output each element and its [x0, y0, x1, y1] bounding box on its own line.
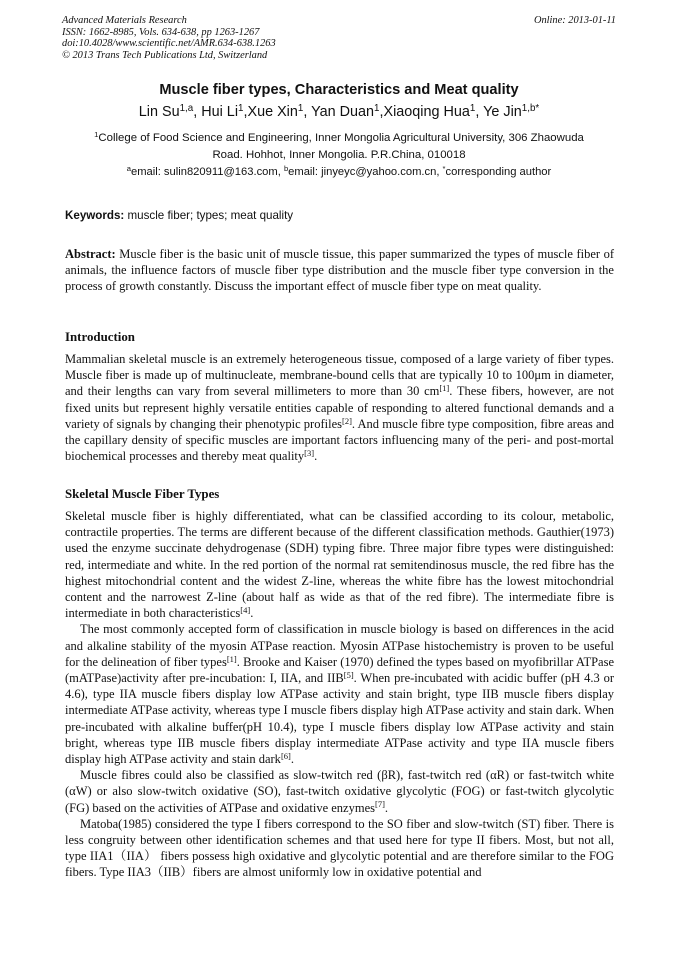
- citation: [7]: [375, 799, 385, 810]
- running-header: [62, 15, 616, 61]
- email-line: $^a$email: sulin820911@163.com, $^b$email: jinyeyc@yahoo.com.cn, *corresponding author: [126, 164, 552, 178]
- paragraph: Skeletal muscle fiber is highly differentiated, what can be classified according to its colour, metabolic, contractile properties. The terms are different because of the different classification methods. Gauthier(1973) used the enzyme succinate dehydrogenase (SDH) typing fibre. Three major fibre types were distinguished: red, intermediate and white. In the red portion of the normal rat semitendinosus muscle, the red fibre has the highest mitochondrial content and the widest Z-line, whereas the white fibre has the lowest mitochondrial content and the narrowest Z-line (about half as wide as that of the red fibre). The intermediate fibre is intermediate in both characteristics[4].: [65, 509, 614, 621]
- paragraph: The most commonly accepted form of classification in muscle biology is based on differences in the acid and alkaline stability of the myosin ATPase reaction. Myosin ATPase histochemistry is proven to be useful for the delineation of fiber types[1]. Brooke and Kaiser (1970) defined the types based on myofibrillar ATPase (mATPase)activity after pre-incubation: I, IIA, and IIB[5]. When pre-incubated with acidic buffer (pH 4.3 or 4.6), type IIA muscle fibers display low ATPase activity and stain bright, type IIB muscle fibers display intermediate ATPase activity, whereas type I muscle fibers display high ATPase activity and stain dark. When pre-incubated with alkaline buffer(pH 10.4), type I muscle fibers display low ATPase activity and stain bright, whereas type IIB muscle fibers display intermediate ATPase activity and type IIA muscle fibers display high ATPase activity and stain dark[6].: [65, 622, 615, 767]
- paper-title: Muscle fiber types, Characteristics and Meat quality: [159, 82, 519, 98]
- section-heading-skeletal: Skeletal Muscle Fiber Types: [65, 487, 220, 501]
- paragraph: Matoba(1985) considered the type I fibers correspond to the SO fiber and slow-twitch (ST) fiber. There is less congruity between other identification schemes and that used here for type II fibers. Most, but not all, type IIA1（IIA） fibers possess high oxidative and glycolytic potential and are therefore similar to the FOG fibers. Type IIA3（IIB）fibers are almost uniformly low in oxidative potential and: [65, 816, 614, 880]
- paragraph: Muscle fibres could also be classified as slow-twitch red (βR), fast-twitch red (αR) or fast-twitch white (αW) or also slow-twitch oxidative (SO), fast-twitch oxidative glycolytic (FOG) or fast-twitch glycolytic (FG) based on the activities of ATPase and oxidative enzymes[7].: [65, 768, 614, 815]
- citation: [3]: [304, 447, 315, 458]
- citation: [1]: [226, 653, 237, 664]
- author: Yan Duan$^1$,: [311, 103, 384, 120]
- affiliation: $^1$College of Food Science and Engineering, Inner Mongolia Agricultural University, 306 Zhaowuda Road. Hohhot, Inner Mongolia. P.R.China, 010018: [94, 130, 584, 161]
- citation: [6]: [280, 750, 291, 761]
- citation: [5]: [343, 669, 354, 680]
- abstract-text: Muscle fiber is the basic unit of muscle tissue, this paper summarized the types of muscle fiber of animals, the influence factors of muscle fiber type distribution and the muscle fiber type conversion in the process of growth constantly. Discuss the important effect of muscle fiber type on meat quality.: [65, 247, 614, 294]
- skeletal-body: [65, 508, 614, 881]
- citation: [1]: [439, 383, 450, 394]
- abstract-label: Abstract:: [65, 247, 116, 261]
- journal-name: Advanced Materials Research: [62, 15, 187, 26]
- author: Ye Jin$^{1,b*}$: [483, 103, 540, 120]
- author: Lin Su$^{1,a}$,: [138, 103, 202, 120]
- paragraph: Mammalian skeletal muscle is an extremely heterogeneous tissue, composed of a large variety of fiber types. Muscle fiber is made up of multinucleate, membrane-bound cells that are typically 10 to 100μm in diameter, and their lengths can vary from several millimeters to more than 30 cm[1]. These fibers, however, are not fixed units but represent highly versatile entities capable of responding to altered functional demands and a variety of signals by changing their phenotypic profiles[2]. And muscle fibre type composition, fibre areas and the capillary density of specific muscles are important factors influencing many of the peri- and post-mortal biochemical processes and thereby meat quality[3].: [65, 352, 614, 464]
- author: Xiaoqing Hua$^1$,: [383, 103, 484, 120]
- section-heading-introduction: Introduction: [65, 330, 135, 344]
- author: Xue Xin$^1$,: [247, 103, 312, 120]
- author: Hui Li$^1$,: [201, 103, 248, 120]
- online-date: Online: 2013-01-11: [533, 15, 616, 26]
- introduction-body: [65, 351, 614, 464]
- citation: [4]: [240, 604, 251, 615]
- abstract: [65, 246, 614, 295]
- copyright-line: © 2013 Trans Tech Publications Ltd, Switzerland: [62, 49, 268, 61]
- citation: [2]: [341, 415, 352, 426]
- author-list: [40, 104, 638, 120]
- keywords: Keywords: muscle fiber; types; meat quality: [65, 209, 294, 222]
- email-a: email: sulin820911@163.com,: [130, 166, 284, 178]
- issn-line: ISSN: 1662-8985, Vols. 634-638, pp 1263-1267: [62, 26, 260, 38]
- corresponding-note: corresponding author: [445, 166, 552, 178]
- doi-line: doi:10.4028/www.scientific.net/AMR.634-638.1263: [62, 38, 276, 50]
- email-b: email: jinyeyc@yahoo.com.cn,: [288, 166, 443, 178]
